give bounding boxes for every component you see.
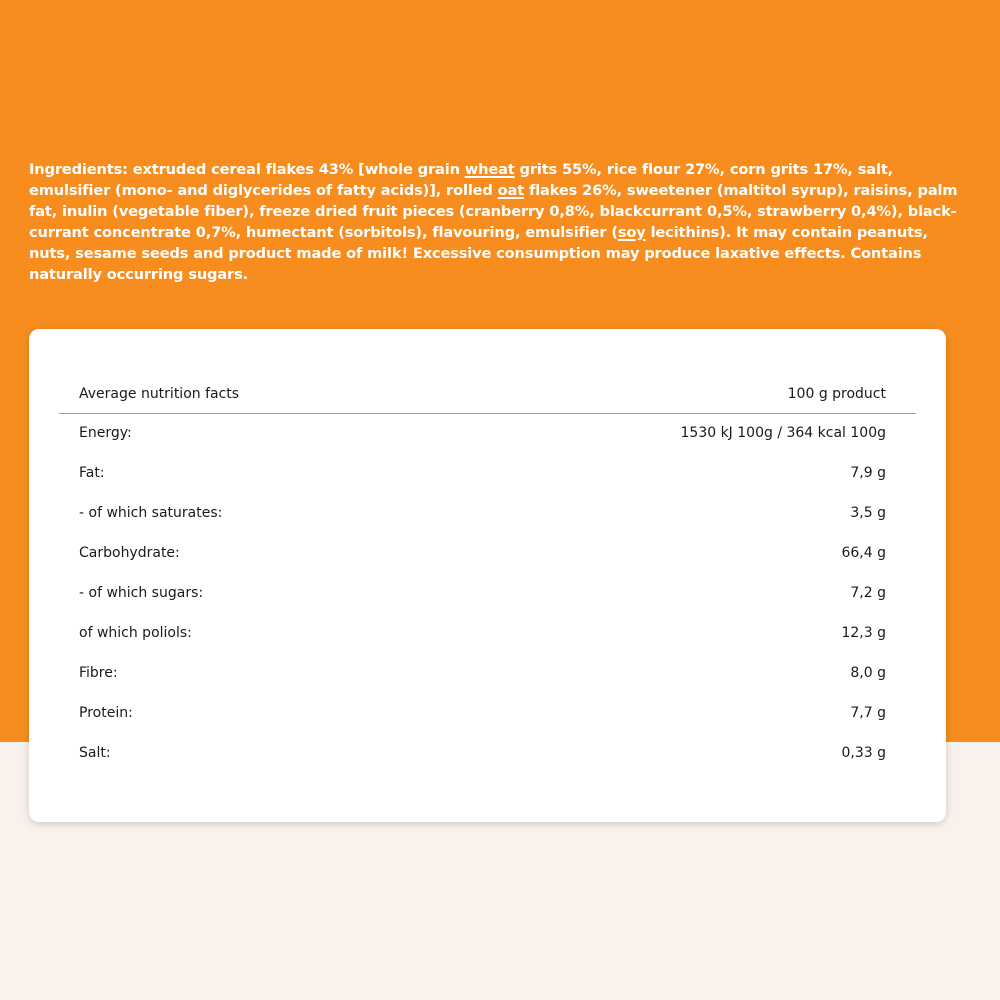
nutrition-value: 3,5 g — [850, 505, 886, 521]
nutrition-row-salt — [59, 734, 916, 774]
nutrition-label: Fibre: — [79, 665, 118, 681]
nutrition-value: 66,4 g — [841, 545, 886, 561]
nutrition-label: Protein: — [79, 705, 133, 721]
nutrition-label: Salt: — [79, 745, 111, 761]
nutrition-row-carbohydrate — [59, 534, 916, 574]
nutrition-value: 8,0 g — [850, 665, 886, 681]
nutrition-label: Fat: — [79, 465, 105, 481]
nutrition-row-poliols — [59, 614, 916, 654]
nutrition-header-row — [59, 375, 916, 414]
nutrition-row-sugars — [59, 574, 916, 614]
ingredients-part-3: flakes 26%, sweetener (maltitol syrup), raisins, palm fat, inulin (vegetable fiber), freeze dried fruit pieces (cranberry 0,8%, blackcurrant 0,5%, strawberry 0,4%), black-currant concentrate 0,7%, humectant (sorbitols), flavouring, emulsifier ( — [29, 182, 958, 241]
nutrition-row-fibre — [59, 654, 916, 694]
nutrition-label: Energy: — [79, 425, 132, 441]
nutrition-value: 7,7 g — [850, 705, 886, 721]
nutrition-value: 0,33 g — [841, 745, 886, 761]
nutrition-label: of which poliols: — [79, 625, 192, 641]
ingredients-part-4: lecithins). It may contain peanuts, nuts, sesame seeds and product made of milk! Excessive consumption may produce laxative effects. Contains naturally occurring sugars. — [29, 224, 928, 283]
allergen-soy: soy — [617, 224, 646, 241]
nutrition-header-value: 100 g product — [787, 386, 886, 402]
nutrition-label: - of which saturates: — [79, 505, 223, 521]
ingredients-text — [29, 159, 959, 285]
nutrition-label: Carbohydrate: — [79, 545, 180, 561]
nutrition-table — [59, 375, 916, 774]
ingredients-part-2: grits 55%, rice flour 27%, corn grits 17%, salt, emulsifier (mono- and diglycerides of fatty acids)], rolled — [29, 161, 894, 199]
nutrition-header-label: Average nutrition facts — [79, 386, 240, 402]
nutrition-row-saturates — [59, 494, 916, 534]
allergen-oat: oat — [497, 182, 525, 199]
nutrition-value: 12,3 g — [841, 625, 886, 641]
nutrition-value: 7,9 g — [850, 465, 886, 481]
nutrition-card — [29, 329, 946, 822]
nutrition-row-fat — [59, 454, 916, 494]
nutrition-row-energy — [59, 414, 916, 454]
nutrition-value: 7,2 g — [850, 585, 886, 601]
nutrition-value: 1530 kJ 100g / 364 kcal 100g — [680, 425, 886, 441]
nutrition-label: - of which sugars: — [79, 585, 204, 601]
nutrition-row-protein — [59, 694, 916, 734]
allergen-wheat: wheat — [464, 161, 515, 178]
ingredients-part-1: Ingredients: extruded cereal flakes 43% [whole grain — [29, 161, 465, 178]
